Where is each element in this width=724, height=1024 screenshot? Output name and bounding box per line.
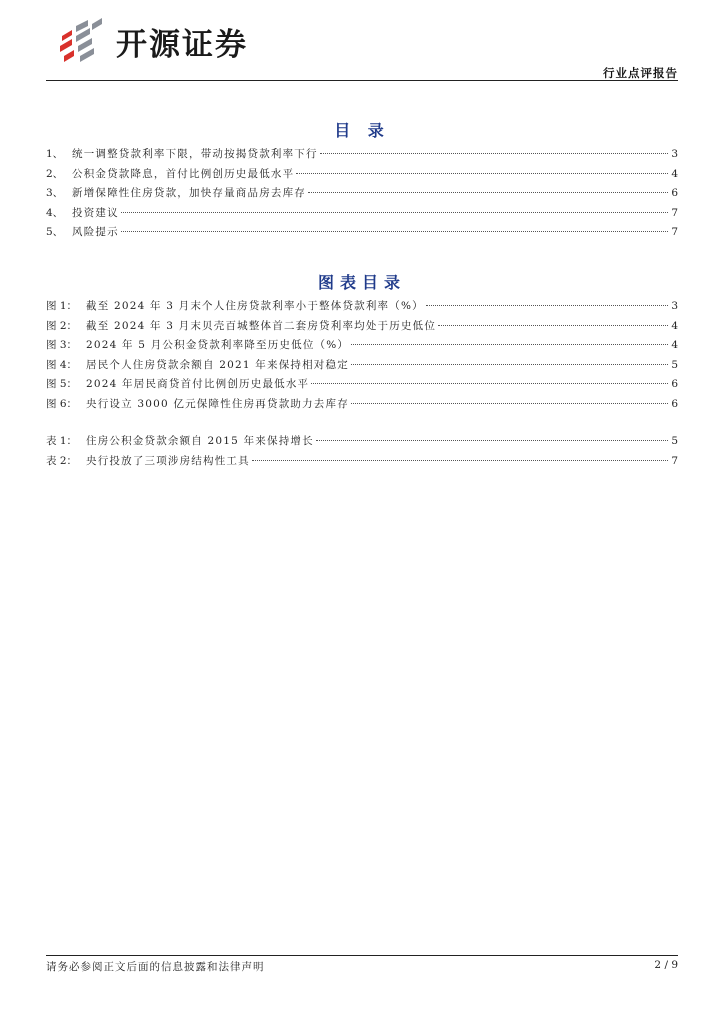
figure-item-text: 2024 年居民商贷首付比例创历史最低水平 <box>86 378 310 391</box>
leader-dots <box>351 343 668 345</box>
figures-list <box>46 298 678 416</box>
figure-item-page: 4 <box>671 319 678 332</box>
table-item[interactable] <box>46 433 678 453</box>
figure-item-page: 4 <box>671 339 678 352</box>
leader-dots <box>351 363 668 365</box>
figure-item-text: 截至 2024 年 3 月末个人住房贷款利率小于整体贷款利率（%） <box>86 300 424 312</box>
toc-item-page: 4 <box>671 167 678 180</box>
leader-dots <box>252 459 668 461</box>
toc-item-number: 5、 <box>46 226 64 239</box>
figure-item-text: 截至 2024 年 3 月末贝壳百城整体首二套房贷利率均处于历史低位 <box>86 319 437 332</box>
toc-item-page: 7 <box>671 206 678 219</box>
toc-item-text: 投资建议 <box>72 206 119 219</box>
figure-item[interactable] <box>46 337 678 357</box>
figure-item-text: 央行设立 3000 亿元保障性住房再贷款助力去库存 <box>86 397 349 410</box>
toc-item-number: 2、 <box>46 167 64 180</box>
figure-item-page: 6 <box>671 397 678 410</box>
leader-dots <box>296 172 668 174</box>
table-item-text: 央行投放了三项涉房结构性工具 <box>86 454 250 467</box>
figure-item-text: 2024 年 5 月公积金贷款利率降至历史低位（%） <box>86 339 350 352</box>
figure-item-number: 图 4： <box>46 358 78 371</box>
toc-item-number: 3、 <box>46 187 64 200</box>
figures-title: 图表目录 <box>317 273 406 292</box>
toc-item-number: 4、 <box>46 206 64 219</box>
leader-dots <box>351 402 668 404</box>
toc-item[interactable] <box>46 166 678 186</box>
figure-item-number: 图 2： <box>46 319 78 332</box>
leader-dots <box>426 304 668 306</box>
header-divider <box>46 80 678 81</box>
table-item-page: 7 <box>671 454 678 467</box>
leader-dots <box>121 211 668 213</box>
page-number: 2 / 9 <box>654 959 678 971</box>
toc-item-number: 1、 <box>46 148 64 160</box>
figure-item[interactable] <box>46 318 678 338</box>
figure-item[interactable] <box>46 298 678 318</box>
leader-dots <box>438 324 668 326</box>
figure-item[interactable] <box>46 376 678 396</box>
figure-item[interactable] <box>46 357 678 377</box>
leader-dots <box>308 191 668 193</box>
brand-logo <box>58 18 248 64</box>
brand-name: 开源证券 <box>116 26 248 63</box>
table-item-text: 住房公积金贷款余额自 2015 年来保持增长 <box>86 435 314 447</box>
toc-item-text: 统一调整贷款利率下限，带动按揭贷款利率下行 <box>72 148 318 160</box>
toc-item[interactable] <box>46 185 678 205</box>
figure-item-page: 5 <box>671 358 678 371</box>
toc-title: 目 录 <box>334 121 390 140</box>
table-item-page: 5 <box>671 435 678 447</box>
leader-dots <box>121 230 668 232</box>
toc-item-text: 风险提示 <box>72 226 119 239</box>
table-item-number: 表 1： <box>46 435 78 447</box>
table-item-number: 表 2： <box>46 454 78 467</box>
leader-dots <box>320 152 668 154</box>
toc-item-text: 新增保障性住房贷款，加快存量商品房去库存 <box>72 187 306 200</box>
figure-item-number: 图 6： <box>46 397 78 410</box>
toc-item-page: 7 <box>671 226 678 239</box>
toc-item-page: 3 <box>671 148 678 160</box>
footer-disclaimer: 请务必参阅正文后面的信息披露和法律声明 <box>46 961 265 973</box>
figure-item-page: 3 <box>671 300 678 312</box>
table-item[interactable] <box>46 453 678 473</box>
toc-item-text: 公积金贷款降息，首付比例创历史最低水平 <box>72 167 295 180</box>
leader-dots <box>311 382 668 384</box>
figure-item[interactable] <box>46 396 678 416</box>
report-type-label: 行业点评报告 <box>603 66 678 80</box>
footer-divider <box>46 955 678 956</box>
toc-item[interactable] <box>46 205 678 225</box>
toc-item[interactable] <box>46 224 678 244</box>
figure-item-number: 图 3： <box>46 339 78 352</box>
figure-item-number: 图 5： <box>46 378 78 391</box>
leader-dots <box>316 439 668 441</box>
brand-logo-icon <box>58 18 106 64</box>
figure-item-page: 6 <box>671 378 678 391</box>
tables-list <box>46 433 678 472</box>
toc-item-page: 6 <box>671 187 678 200</box>
figure-item-number: 图 1： <box>46 300 78 312</box>
toc-list <box>46 146 678 244</box>
figure-item-text: 居民个人住房贷款余额自 2021 年来保持相对稳定 <box>86 358 349 371</box>
toc-item[interactable] <box>46 146 678 166</box>
